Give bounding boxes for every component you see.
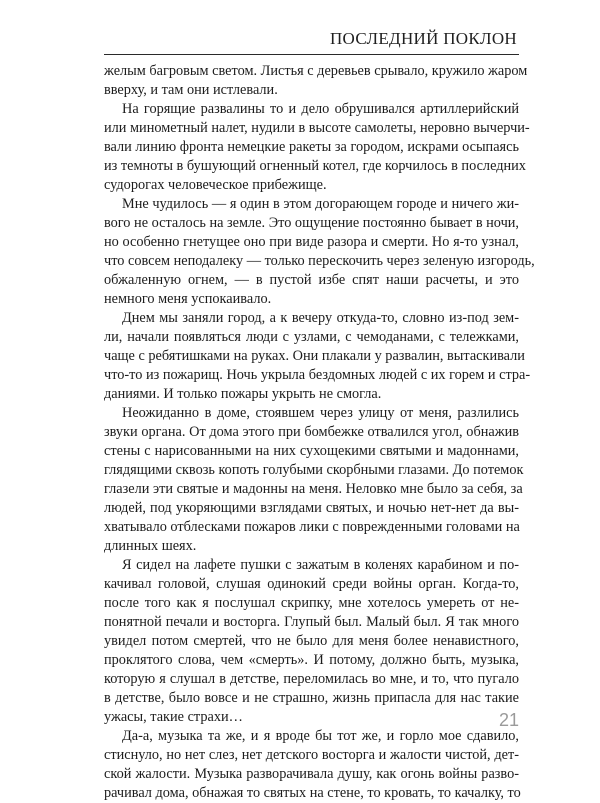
text-line: увидел потом смертей, что не было для меня более ненавистного, [104, 633, 519, 649]
text-line: людей, под укоряющими взглядами святых, и ночью нет-нет да вы- [104, 500, 519, 516]
text-line: чаще с ребятишками на руках. Они плакали у развалин, вытаскивали [104, 348, 525, 364]
text-line: На горящие развалины то и дело обрушивался артиллерийский [122, 101, 519, 117]
text-line: или минометный налет, нудили в высоте самолеты, неровно вычерчи- [104, 120, 530, 136]
running-header-title: ПОСЛЕДНИЙ ПОКЛОН [329, 29, 517, 48]
text-line: Днем мы заняли город, а к вечеру откуда-то, словно из-под зем- [122, 310, 519, 326]
text-line: из темноты в бушующий огненный котел, где корчилось в последних [104, 158, 526, 174]
text-line: Мне чудилось — я один в этом догорающем городе и ничего жи- [122, 196, 519, 212]
text-line: длинных шеях. [104, 538, 197, 554]
text-line: немного меня успокаивало. [104, 291, 272, 307]
text-line: ли, начали появляться люди с узлами, с чемоданами, с тележками, [104, 329, 519, 345]
text-line: желым багровым светом. Листья с деревьев срывало, кружило жаром [104, 63, 528, 79]
text-line: что совсем неподалеку — только перескочить через зеленую изгородь, [104, 253, 535, 269]
text-line: которую я слушал в детстве, переломилась во мне, и то, что пугало [104, 671, 519, 687]
text-line: рачивал дома, обнажая то святых на стене, то кровать, то качалку, то [104, 785, 521, 801]
text-line: обжаленную огнем, — в пустой избе спят наши расчеты, и это [104, 272, 519, 288]
running-header [104, 20, 519, 55]
text-line: качивал головой, слушая одинокий среди войны орган. Когда-то, [104, 576, 519, 592]
text-line: Я сидел на лафете пушки с зажатым в коленях карабином и по- [122, 557, 519, 573]
text-line: вого не осталось на земле. Это ощущение постоянно бывает в ночи, [104, 215, 519, 231]
text-line: ужасы, такие страхи… [104, 709, 243, 725]
text-line: стены с нарисованными на них сухощекими святыми и мадоннами, [104, 443, 519, 459]
text-line: ской жалости. Музыка разворачивала душу, как огонь войны разво- [104, 766, 519, 782]
page-number: 21 [498, 710, 519, 730]
text-line: после того как я послушал скрипку, мне хотелось умереть от не- [104, 595, 519, 611]
text-line: но особенно гнетущее оно при виде разора и смерти. Но я-то узнал, [104, 234, 519, 250]
text-line: проклятого слова, чем «смерть». И потому, должно быть, музыка, [104, 652, 519, 668]
text-line: стиснуло, но нет слез, нет детского восторга и жалости чистой, дет- [104, 747, 519, 763]
text-line: вали линию фронта немецкие ракеты за городом, искрами осыпаясь [104, 139, 519, 155]
text-line: глазели эти святые и мадонны на меня. Неловко мне было за себя, за [104, 481, 523, 497]
text-line: Да-а, музыка та же, и я вроде бы тот же, и горло мое сдавило, [122, 728, 519, 744]
text-line: понятной печали и восторга. Глупый был. Малый был. Я так много [104, 614, 519, 630]
text-line: глядящими сквозь копоть голубыми скорбными глазами. До потемок [104, 462, 524, 478]
text-line: хватывало отблесками пожаров лики с поврежденными головами на [104, 519, 520, 535]
text-line: звуки органа. От дома этого при бомбежке отвалился угол, обнажив [104, 424, 519, 440]
page-body-text [104, 62, 535, 803]
text-line: что-то из пожарищ. Ночь укрыла бездомных людей с их горем и стра- [104, 367, 531, 383]
text-line: даниями. И только пожары укрыть не смогла. [104, 386, 382, 402]
text-line: в детстве, было вовсе и не страшно, жизнь припасла для нас такие [104, 690, 519, 706]
text-line: Неожиданно в доме, стоявшем через улицу от меня, разлились [122, 405, 519, 421]
text-line: судорогах человеческое прибежище. [104, 177, 327, 193]
text-line: вверху, и там они истлевали. [104, 82, 278, 98]
